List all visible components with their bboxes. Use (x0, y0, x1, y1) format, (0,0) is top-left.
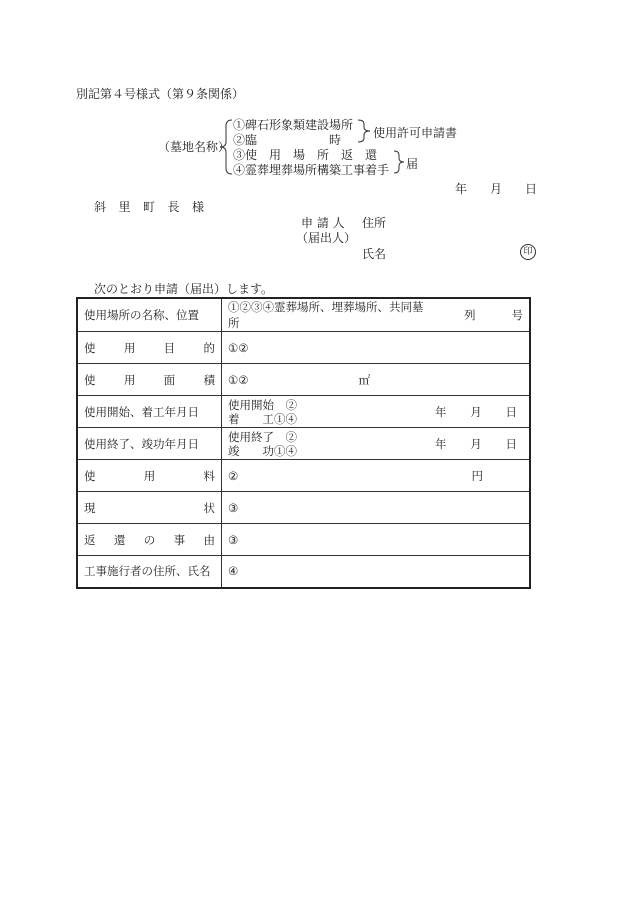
table-row (77, 524, 530, 556)
row-value (222, 298, 531, 332)
date-month: 月 (470, 436, 482, 451)
notice-type: 届 (406, 157, 419, 171)
row-value: ③ (222, 492, 531, 524)
table-row (77, 396, 530, 428)
addressee (94, 198, 204, 215)
date-year: 年 (455, 182, 468, 196)
row-label: 使用場所の名称、位置 (77, 298, 222, 332)
row-value (222, 428, 531, 460)
date-month: 月 (489, 182, 502, 196)
location-value: ①②③④霊葬場所、埋葬場所、共同墓所 (228, 300, 424, 330)
row-label (77, 364, 222, 396)
row-value (222, 396, 531, 428)
applicant-role-alt: （届出人） (296, 231, 357, 245)
row-label: 工事施行者の住所、氏名 (77, 556, 222, 588)
label-char: 用 (143, 468, 156, 483)
date-day: 日 (505, 404, 517, 419)
table-row (77, 428, 530, 460)
table-row (77, 298, 530, 332)
date-year: 年 (435, 404, 447, 419)
date-line (455, 180, 537, 197)
fee-unit: 円 (471, 468, 483, 483)
label-char: 目 (163, 340, 176, 355)
label-char: 的 (203, 340, 215, 355)
label-char: 由 (203, 532, 215, 547)
cemetery-name-label: （墓地名称） (158, 140, 231, 154)
right-brace-notice (392, 149, 406, 175)
form-reference: 別記第４号様式（第９条関係） (76, 87, 245, 101)
addressee-char: 長 (167, 200, 180, 214)
addressee-char: 町 (142, 200, 155, 214)
table-row (77, 556, 530, 588)
row-label (77, 524, 222, 556)
start-line: 使用開始 ② (228, 397, 297, 412)
application-type: 使用許可申請書 (373, 126, 458, 140)
right-brace-application (356, 118, 372, 144)
row-value: ③ (222, 524, 531, 556)
row-label (77, 460, 222, 492)
row-value (222, 364, 531, 396)
option-2: ②臨 時 (233, 133, 342, 147)
label-char: 使 (84, 372, 96, 387)
label-char: 現 (84, 500, 96, 515)
label-char: 料 (203, 468, 215, 483)
table-row (77, 460, 530, 492)
date-year: 年 (435, 436, 447, 451)
table-row (77, 492, 530, 524)
row-label (77, 332, 222, 364)
label-char: 積 (203, 372, 215, 387)
addressee-char: 様 (191, 200, 204, 214)
row-label (77, 492, 222, 524)
left-brace (218, 118, 234, 176)
completion-line: 竣 功①④ (228, 443, 297, 458)
intro-text: 次のとおり申請（届出）します。 (94, 282, 274, 296)
application-table (76, 297, 531, 589)
label-char: の (143, 532, 156, 547)
date-day: 日 (524, 182, 537, 196)
area-value: ①② (228, 372, 249, 387)
area-unit: ㎡ (358, 372, 371, 387)
label-char: 返 (84, 532, 96, 547)
number-label: 号 (511, 308, 523, 322)
name-label: 氏名 (362, 247, 387, 261)
addressee-char: 里 (118, 200, 131, 214)
row-value: ①② (222, 332, 531, 364)
row-value (222, 460, 531, 492)
table-row (77, 332, 530, 364)
option-4: ④霊葬埋葬場所構築工事着手 (233, 163, 390, 177)
option-3: ③使 用 場 所 返 還 (233, 148, 378, 162)
label-char: 状 (203, 500, 215, 515)
seal-mark: 印 (520, 244, 536, 260)
date-day: 日 (505, 436, 517, 451)
column-label: 列 (464, 308, 476, 322)
table-row (77, 364, 530, 396)
label-char: 使 (84, 468, 96, 483)
fee-value: ② (228, 468, 239, 483)
label-char: 用 (123, 340, 136, 355)
applicant-role: 申 請 人 (301, 216, 345, 230)
addressee-char: 斜 (94, 200, 107, 214)
label-char: 使 (84, 340, 96, 355)
end-line: 使用終了 ② (228, 429, 297, 444)
row-label: 使用終了、竣功年月日 (77, 428, 222, 460)
row-value: ④ (222, 556, 531, 588)
construction-line: 着 工①④ (228, 411, 297, 426)
option-1: ①碑石形象類建設場所 (233, 118, 354, 132)
label-char: 面 (163, 372, 176, 387)
address-label: 住所 (362, 216, 387, 230)
label-char: 事 (173, 532, 186, 547)
label-char: 還 (113, 532, 126, 547)
date-month: 月 (470, 404, 482, 419)
row-label: 使用開始、着工年月日 (77, 396, 222, 428)
label-char: 用 (123, 372, 136, 387)
